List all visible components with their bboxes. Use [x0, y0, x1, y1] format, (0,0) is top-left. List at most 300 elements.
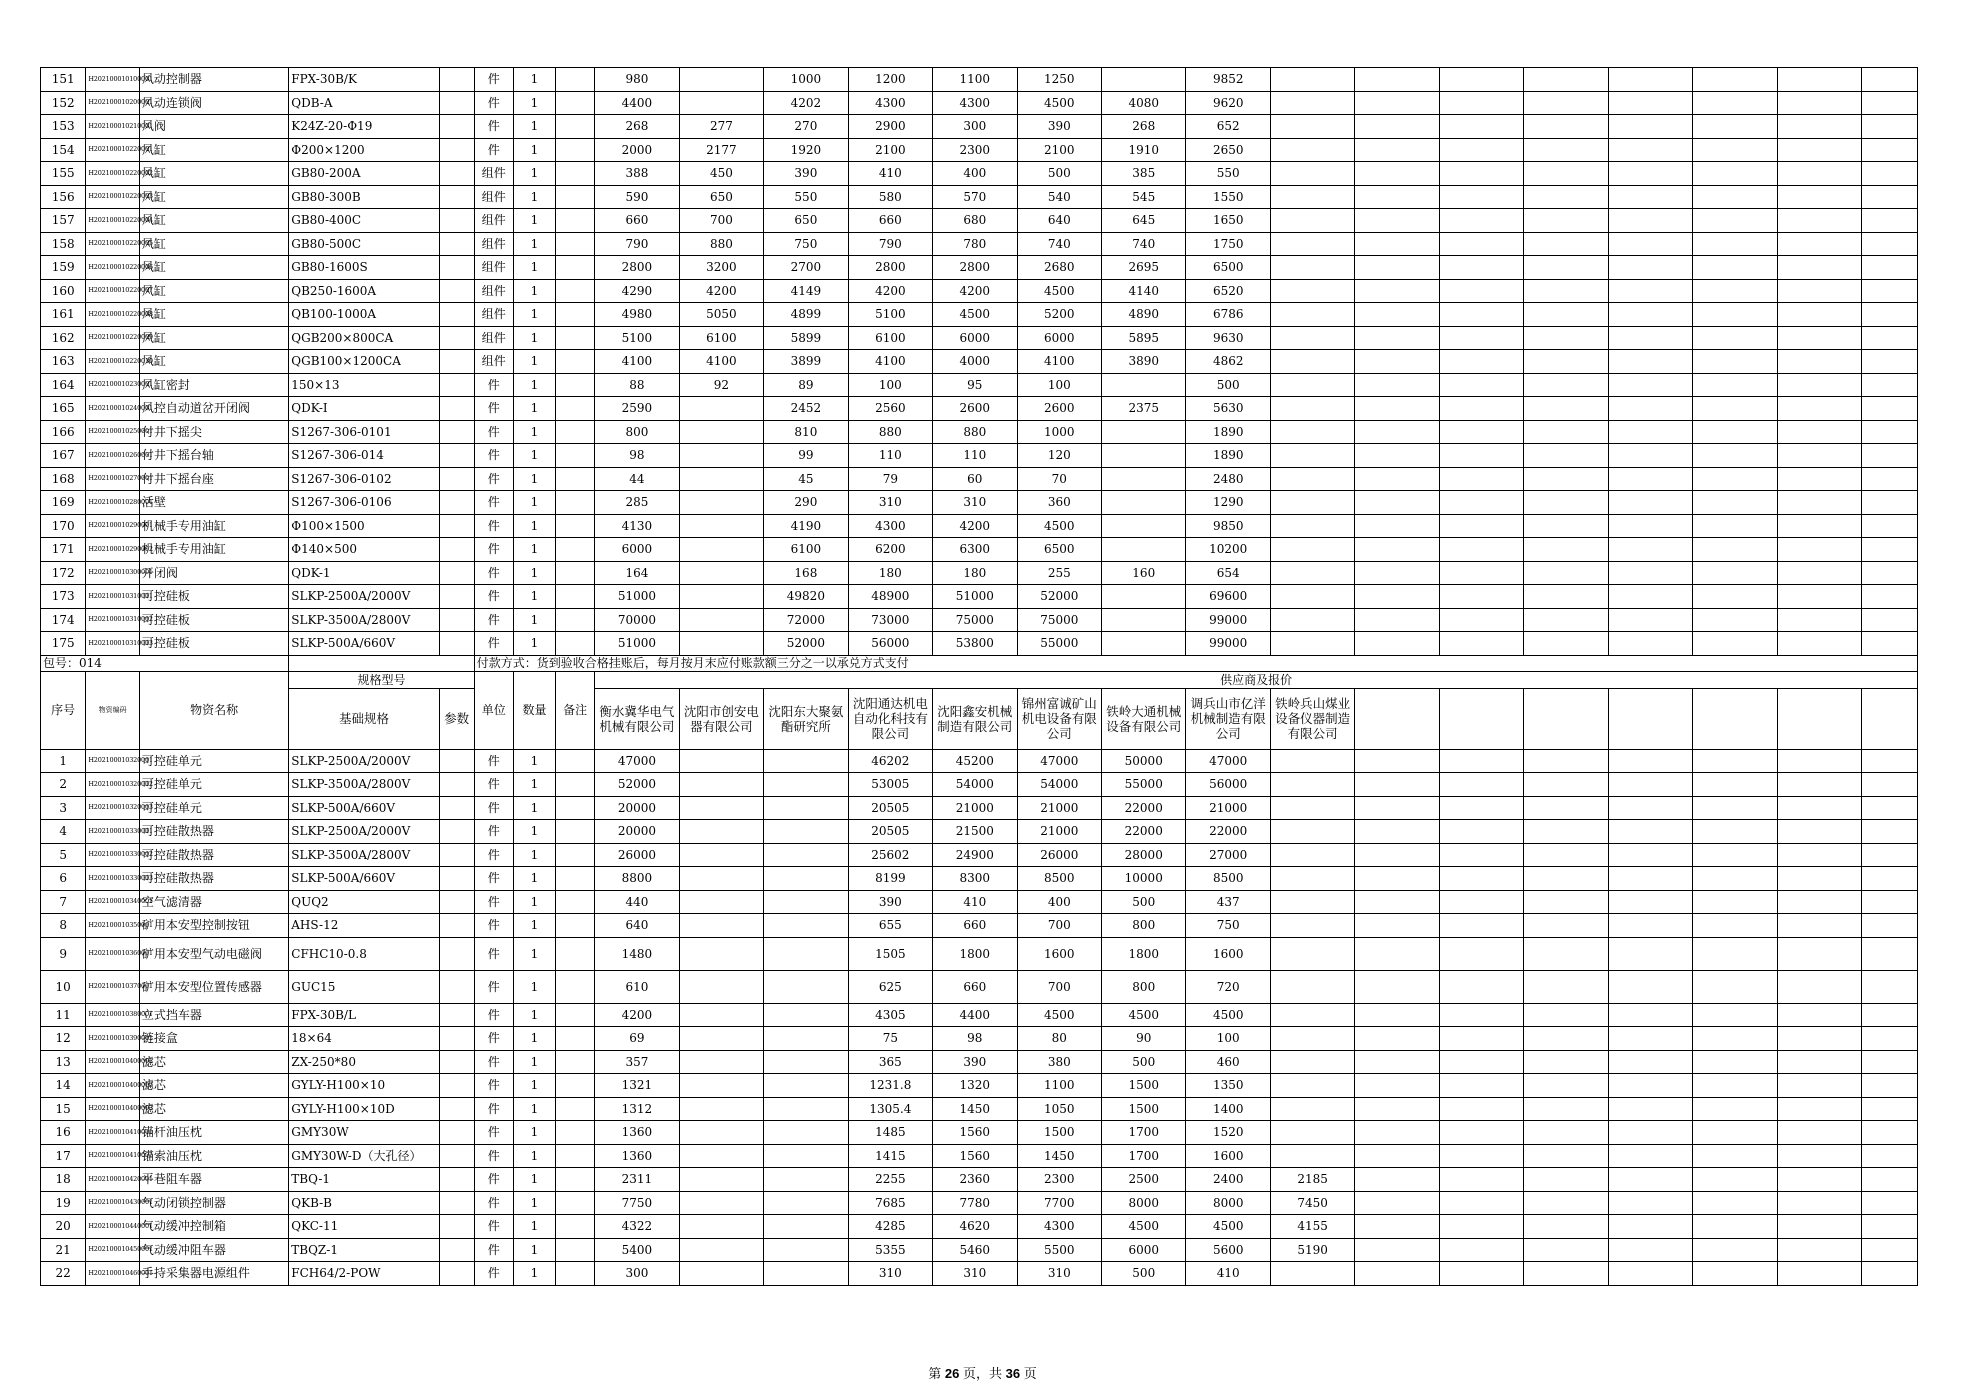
- price-cell: [679, 91, 763, 115]
- package-section: [41, 655, 1918, 749]
- empty-cell: [1355, 444, 1439, 468]
- empty-cell: [1524, 1238, 1608, 1262]
- price-cell: 380: [1017, 1050, 1101, 1074]
- empty-cell: [1439, 608, 1523, 632]
- param: [439, 68, 474, 92]
- empty-cell: [1608, 1262, 1692, 1286]
- remark: [556, 491, 595, 515]
- empty-cell: [1862, 326, 1918, 350]
- qty: 1: [513, 303, 555, 327]
- material-code: H202100010220002: [86, 162, 140, 186]
- table-row: [41, 91, 1918, 115]
- empty-cell: [1693, 326, 1777, 350]
- price-cell: 60: [933, 467, 1017, 491]
- price-cell: 6100: [848, 326, 932, 350]
- empty-cell: [1693, 514, 1777, 538]
- material-code: H202100010360001: [86, 937, 140, 970]
- empty-cell: [1439, 68, 1523, 92]
- empty-cell: [1862, 914, 1918, 938]
- table-row: [41, 796, 1918, 820]
- material-code: H202100010320003: [86, 796, 140, 820]
- price-cell: 22000: [1102, 820, 1186, 844]
- empty-cell: [1608, 1027, 1692, 1051]
- row-seq: 169: [41, 491, 86, 515]
- price-cell: 69: [595, 1027, 679, 1051]
- price-cell: [679, 491, 763, 515]
- empty-cell: [1693, 185, 1777, 209]
- price-cell: 5600: [1186, 1238, 1270, 1262]
- empty-cell: [1439, 232, 1523, 256]
- material-code: H202100010210001: [86, 115, 140, 139]
- material-code: H202100010100001: [86, 68, 140, 92]
- price-cell: 1550: [1186, 185, 1270, 209]
- row-seq: 168: [41, 467, 86, 491]
- price-cell: 2600: [933, 397, 1017, 421]
- price-cell: 800: [1102, 914, 1186, 938]
- param: [439, 867, 474, 891]
- price-cell: 740: [1017, 232, 1101, 256]
- empty-cell: [1355, 91, 1439, 115]
- remark: [556, 561, 595, 585]
- unit: 组件: [474, 232, 513, 256]
- empty-cell: [1439, 914, 1523, 938]
- empty-cell: [1608, 467, 1692, 491]
- empty-cell: [1693, 1144, 1777, 1168]
- row-seq: 16: [41, 1121, 86, 1145]
- empty-cell: [1524, 538, 1608, 562]
- empty-cell: [1270, 491, 1354, 515]
- empty-cell: [1608, 373, 1692, 397]
- header-name: 物资名称: [139, 671, 288, 749]
- supplier-header: 沈阳市创安电器有限公司: [679, 688, 763, 749]
- material-name: 付井下摇台座: [139, 467, 288, 491]
- empty-cell: [1608, 867, 1692, 891]
- remark: [556, 890, 595, 914]
- price-cell: 1000: [764, 68, 848, 92]
- table-row: [41, 397, 1918, 421]
- empty-cell: [1693, 820, 1777, 844]
- empty-cell: [1693, 138, 1777, 162]
- empty-cell: [1270, 115, 1354, 139]
- param: [439, 373, 474, 397]
- empty-cell: [1608, 1121, 1692, 1145]
- empty-cell: [1862, 1097, 1918, 1121]
- price-cell: 500: [1017, 162, 1101, 186]
- empty-cell: [1524, 1027, 1608, 1051]
- row-seq: 15: [41, 1097, 86, 1121]
- spec: S1267-306-0106: [289, 491, 439, 515]
- material-name: 风缸: [139, 185, 288, 209]
- price-cell: [764, 867, 848, 891]
- empty-cell: [1439, 843, 1523, 867]
- price-cell: 1200: [848, 68, 932, 92]
- empty-cell: [1270, 256, 1354, 280]
- price-cell: 180: [848, 561, 932, 585]
- price-cell: 268: [595, 115, 679, 139]
- unit: 件: [474, 1121, 513, 1145]
- remark: [556, 1238, 595, 1262]
- price-cell: 880: [679, 232, 763, 256]
- empty-cell: [1777, 632, 1861, 656]
- price-cell: 1600: [1017, 937, 1101, 970]
- qty: 1: [513, 232, 555, 256]
- price-cell: 4000: [933, 350, 1017, 374]
- remark: [556, 420, 595, 444]
- price-cell: 1500: [1102, 1097, 1186, 1121]
- remark: [556, 538, 595, 562]
- price-cell: 4300: [1017, 1215, 1101, 1239]
- price-cell: 22000: [1102, 796, 1186, 820]
- table-row: [41, 1262, 1918, 1286]
- spec: GYLY-H100×10D: [289, 1097, 439, 1121]
- header-seq: 序号: [41, 671, 86, 749]
- remark: [556, 843, 595, 867]
- price-cell: 390: [848, 890, 932, 914]
- price-cell: [1102, 608, 1186, 632]
- price-cell: 69600: [1186, 585, 1270, 609]
- empty-cell: [1439, 890, 1523, 914]
- price-cell: [679, 1144, 763, 1168]
- empty-cell: [1862, 773, 1918, 797]
- unit: 件: [474, 1050, 513, 1074]
- param: [439, 1027, 474, 1051]
- remark: [556, 185, 595, 209]
- price-cell: [1270, 890, 1354, 914]
- price-cell: 780: [933, 232, 1017, 256]
- price-cell: 400: [1017, 890, 1101, 914]
- unit: 件: [474, 115, 513, 139]
- price-cell: [679, 467, 763, 491]
- empty-cell: [1439, 467, 1523, 491]
- empty-cell: [1862, 890, 1918, 914]
- price-cell: 1000: [1017, 420, 1101, 444]
- empty-cell: [1777, 796, 1861, 820]
- spec: GYLY-H100×10: [289, 1074, 439, 1098]
- param: [439, 749, 474, 773]
- header-spec: 基础规格: [289, 688, 439, 749]
- empty-cell: [1270, 561, 1354, 585]
- price-cell: 390: [1017, 115, 1101, 139]
- empty-cell: [1439, 256, 1523, 280]
- price-cell: [679, 890, 763, 914]
- empty-cell: [1608, 256, 1692, 280]
- unit: 件: [474, 91, 513, 115]
- price-cell: 20505: [848, 796, 932, 820]
- price-cell: [1102, 585, 1186, 609]
- material-name: 风缸: [139, 209, 288, 233]
- supplier-header: 铁岭大通机械设备有限公司: [1102, 688, 1186, 749]
- empty-header-cell: [1693, 688, 1777, 749]
- empty-cell: [1439, 1168, 1523, 1192]
- price-cell: 2311: [595, 1168, 679, 1192]
- price-cell: 4202: [764, 91, 848, 115]
- material-name: 手持采集器电源组件: [139, 1262, 288, 1286]
- empty-cell: [1524, 843, 1608, 867]
- spec: GB80-1600S: [289, 256, 439, 280]
- empty-cell: [1693, 867, 1777, 891]
- qty: 1: [513, 514, 555, 538]
- empty-cell: [1439, 1144, 1523, 1168]
- table-row: [41, 256, 1918, 280]
- row-seq: 173: [41, 585, 86, 609]
- material-name: 滤芯: [139, 1097, 288, 1121]
- empty-cell: [1862, 632, 1918, 656]
- empty-cell: [1862, 585, 1918, 609]
- price-cell: 1450: [1017, 1144, 1101, 1168]
- unit: 件: [474, 970, 513, 1003]
- empty-cell: [1862, 796, 1918, 820]
- remark: [556, 350, 595, 374]
- price-cell: 75000: [933, 608, 1017, 632]
- qty: 1: [513, 115, 555, 139]
- empty-cell: [1439, 937, 1523, 970]
- price-cell: [679, 397, 763, 421]
- table-row: [41, 773, 1918, 797]
- material-code: H202100010320001: [86, 749, 140, 773]
- empty-cell: [1270, 185, 1354, 209]
- price-cell: 1800: [933, 937, 1017, 970]
- empty-cell: [1862, 185, 1918, 209]
- qty: 1: [513, 467, 555, 491]
- price-cell: 89: [764, 373, 848, 397]
- qty: 1: [513, 279, 555, 303]
- empty-cell: [1439, 373, 1523, 397]
- price-cell: 47000: [1186, 749, 1270, 773]
- price-cell: 255: [1017, 561, 1101, 585]
- qty: 1: [513, 1238, 555, 1262]
- remark: [556, 970, 595, 1003]
- price-cell: 4620: [933, 1215, 1017, 1239]
- row-seq: 4: [41, 820, 86, 844]
- material-name: 平巷阻车器: [139, 1168, 288, 1192]
- price-cell: 660: [595, 209, 679, 233]
- qty: 1: [513, 162, 555, 186]
- spec: GB80-300B: [289, 185, 439, 209]
- empty-cell: [1608, 970, 1692, 1003]
- price-cell: [1270, 937, 1354, 970]
- price-cell: 310: [933, 491, 1017, 515]
- empty-cell: [1777, 1238, 1861, 1262]
- material-name: 气动闭锁控制器: [139, 1191, 288, 1215]
- price-cell: 1560: [933, 1121, 1017, 1145]
- remark: [556, 138, 595, 162]
- price-cell: [679, 632, 763, 656]
- material-code: H202100010340001: [86, 890, 140, 914]
- empty-cell: [1355, 585, 1439, 609]
- unit: 组件: [474, 279, 513, 303]
- price-cell: 2177: [679, 138, 763, 162]
- unit: 件: [474, 68, 513, 92]
- price-cell: 20000: [595, 796, 679, 820]
- price-cell: [679, 420, 763, 444]
- empty-cell: [1693, 1262, 1777, 1286]
- material-name: 滤芯: [139, 1074, 288, 1098]
- empty-cell: [1355, 1168, 1439, 1192]
- empty-cell: [1608, 326, 1692, 350]
- price-cell: 500: [1102, 1050, 1186, 1074]
- price-cell: [764, 773, 848, 797]
- empty-cell: [1270, 608, 1354, 632]
- empty-cell: [1355, 937, 1439, 970]
- empty-cell: [1355, 1074, 1439, 1098]
- price-cell: 70: [1017, 467, 1101, 491]
- price-cell: [764, 1144, 848, 1168]
- empty-cell: [1862, 444, 1918, 468]
- price-cell: 10000: [1102, 867, 1186, 891]
- param: [439, 185, 474, 209]
- price-cell: 1910: [1102, 138, 1186, 162]
- material-code: H202100010330001: [86, 820, 140, 844]
- price-cell: [1270, 914, 1354, 938]
- table-row: [41, 232, 1918, 256]
- qty: 1: [513, 890, 555, 914]
- unit: 件: [474, 373, 513, 397]
- empty-cell: [1608, 350, 1692, 374]
- empty-cell: [1862, 1121, 1918, 1145]
- empty-cell: [1693, 749, 1777, 773]
- remark: [556, 1003, 595, 1027]
- empty-cell: [1439, 749, 1523, 773]
- price-cell: 100: [1186, 1027, 1270, 1051]
- empty-cell: [1693, 937, 1777, 970]
- price-cell: 5630: [1186, 397, 1270, 421]
- material-code: H202100010440001: [86, 1215, 140, 1239]
- param: [439, 1262, 474, 1286]
- empty-cell: [1693, 1097, 1777, 1121]
- empty-cell: [1608, 420, 1692, 444]
- spec: TBQ-1: [289, 1168, 439, 1192]
- empty-cell: [1862, 1144, 1918, 1168]
- supplier-header: 沈阳鑫安机械制造有限公司: [933, 688, 1017, 749]
- price-cell: 50000: [1102, 749, 1186, 773]
- price-cell: 1800: [1102, 937, 1186, 970]
- material-code: H202100010230001: [86, 373, 140, 397]
- qty: 1: [513, 1027, 555, 1051]
- page-total: 36: [1005, 1366, 1021, 1381]
- empty-cell: [1777, 1074, 1861, 1098]
- material-code: H202100010410002: [86, 1144, 140, 1168]
- empty-cell: [1270, 91, 1354, 115]
- row-seq: 167: [41, 444, 86, 468]
- empty-cell: [1524, 185, 1608, 209]
- empty-cell: [1270, 232, 1354, 256]
- price-cell: 625: [848, 970, 932, 1003]
- remark: [556, 467, 595, 491]
- param: [439, 420, 474, 444]
- unit: 件: [474, 1238, 513, 1262]
- table-row: [41, 1168, 1918, 1192]
- row-seq: 22: [41, 1262, 86, 1286]
- spec: 150×13: [289, 373, 439, 397]
- empty-cell: [1524, 1121, 1608, 1145]
- price-cell: 6200: [848, 538, 932, 562]
- price-cell: 4100: [595, 350, 679, 374]
- remark: [556, 256, 595, 280]
- spec: GB80-500C: [289, 232, 439, 256]
- empty-cell: [1439, 585, 1523, 609]
- empty-cell: [1862, 256, 1918, 280]
- price-cell: [1270, 970, 1354, 1003]
- price-cell: 8500: [1017, 867, 1101, 891]
- price-cell: 51000: [595, 632, 679, 656]
- row-seq: 152: [41, 91, 86, 115]
- price-cell: 164: [595, 561, 679, 585]
- price-cell: 56000: [1186, 773, 1270, 797]
- empty-cell: [1777, 608, 1861, 632]
- price-cell: 880: [933, 420, 1017, 444]
- material-code: H202100010380001: [86, 1003, 140, 1027]
- price-cell: 4322: [595, 1215, 679, 1239]
- row-seq: 174: [41, 608, 86, 632]
- material-name: 可控硅散热器: [139, 867, 288, 891]
- remark: [556, 749, 595, 773]
- material-name: 可控硅单元: [139, 773, 288, 797]
- price-cell: [679, 1027, 763, 1051]
- price-cell: 4100: [679, 350, 763, 374]
- table-row: [41, 1074, 1918, 1098]
- price-cell: 3890: [1102, 350, 1186, 374]
- material-code: H202100010220004: [86, 209, 140, 233]
- price-cell: 540: [1017, 185, 1101, 209]
- price-cell: [1270, 1144, 1354, 1168]
- empty-cell: [1693, 303, 1777, 327]
- qty: 1: [513, 420, 555, 444]
- empty-header-cell: [1524, 688, 1608, 749]
- empty-cell: [1693, 350, 1777, 374]
- price-cell: [679, 68, 763, 92]
- price-cell: 55000: [1102, 773, 1186, 797]
- spec: QUQ2: [289, 890, 439, 914]
- remark: [556, 796, 595, 820]
- material-code: H202100010290001: [86, 514, 140, 538]
- material-name: 空气滤清器: [139, 890, 288, 914]
- price-cell: 1100: [1017, 1074, 1101, 1098]
- row-seq: 158: [41, 232, 86, 256]
- price-cell: 290: [764, 491, 848, 515]
- price-cell: 47000: [1017, 749, 1101, 773]
- empty-cell: [1608, 1191, 1692, 1215]
- empty-cell: [1777, 1144, 1861, 1168]
- empty-cell: [1439, 1121, 1523, 1145]
- empty-cell: [1862, 232, 1918, 256]
- price-cell: [764, 843, 848, 867]
- empty-header-cell: [1862, 688, 1918, 749]
- empty-cell: [1355, 185, 1439, 209]
- empty-cell: [1777, 1050, 1861, 1074]
- table-row: [41, 1097, 1918, 1121]
- empty-cell: [1608, 538, 1692, 562]
- table-row: [41, 749, 1918, 773]
- price-cell: 440: [595, 890, 679, 914]
- remark: [556, 1168, 595, 1192]
- empty-cell: [1524, 326, 1608, 350]
- price-cell: 56000: [848, 632, 932, 656]
- spec: GMY30W: [289, 1121, 439, 1145]
- price-cell: 110: [933, 444, 1017, 468]
- price-cell: 750: [1186, 914, 1270, 938]
- qty: 1: [513, 632, 555, 656]
- empty-cell: [1439, 1003, 1523, 1027]
- material-name: 可控硅单元: [139, 796, 288, 820]
- qty: 1: [513, 1144, 555, 1168]
- price-cell: 500: [1186, 373, 1270, 397]
- price-cell: 2100: [1017, 138, 1101, 162]
- unit: 组件: [474, 256, 513, 280]
- param: [439, 937, 474, 970]
- param: [439, 970, 474, 1003]
- price-cell: 75: [848, 1027, 932, 1051]
- qty: 1: [513, 1168, 555, 1192]
